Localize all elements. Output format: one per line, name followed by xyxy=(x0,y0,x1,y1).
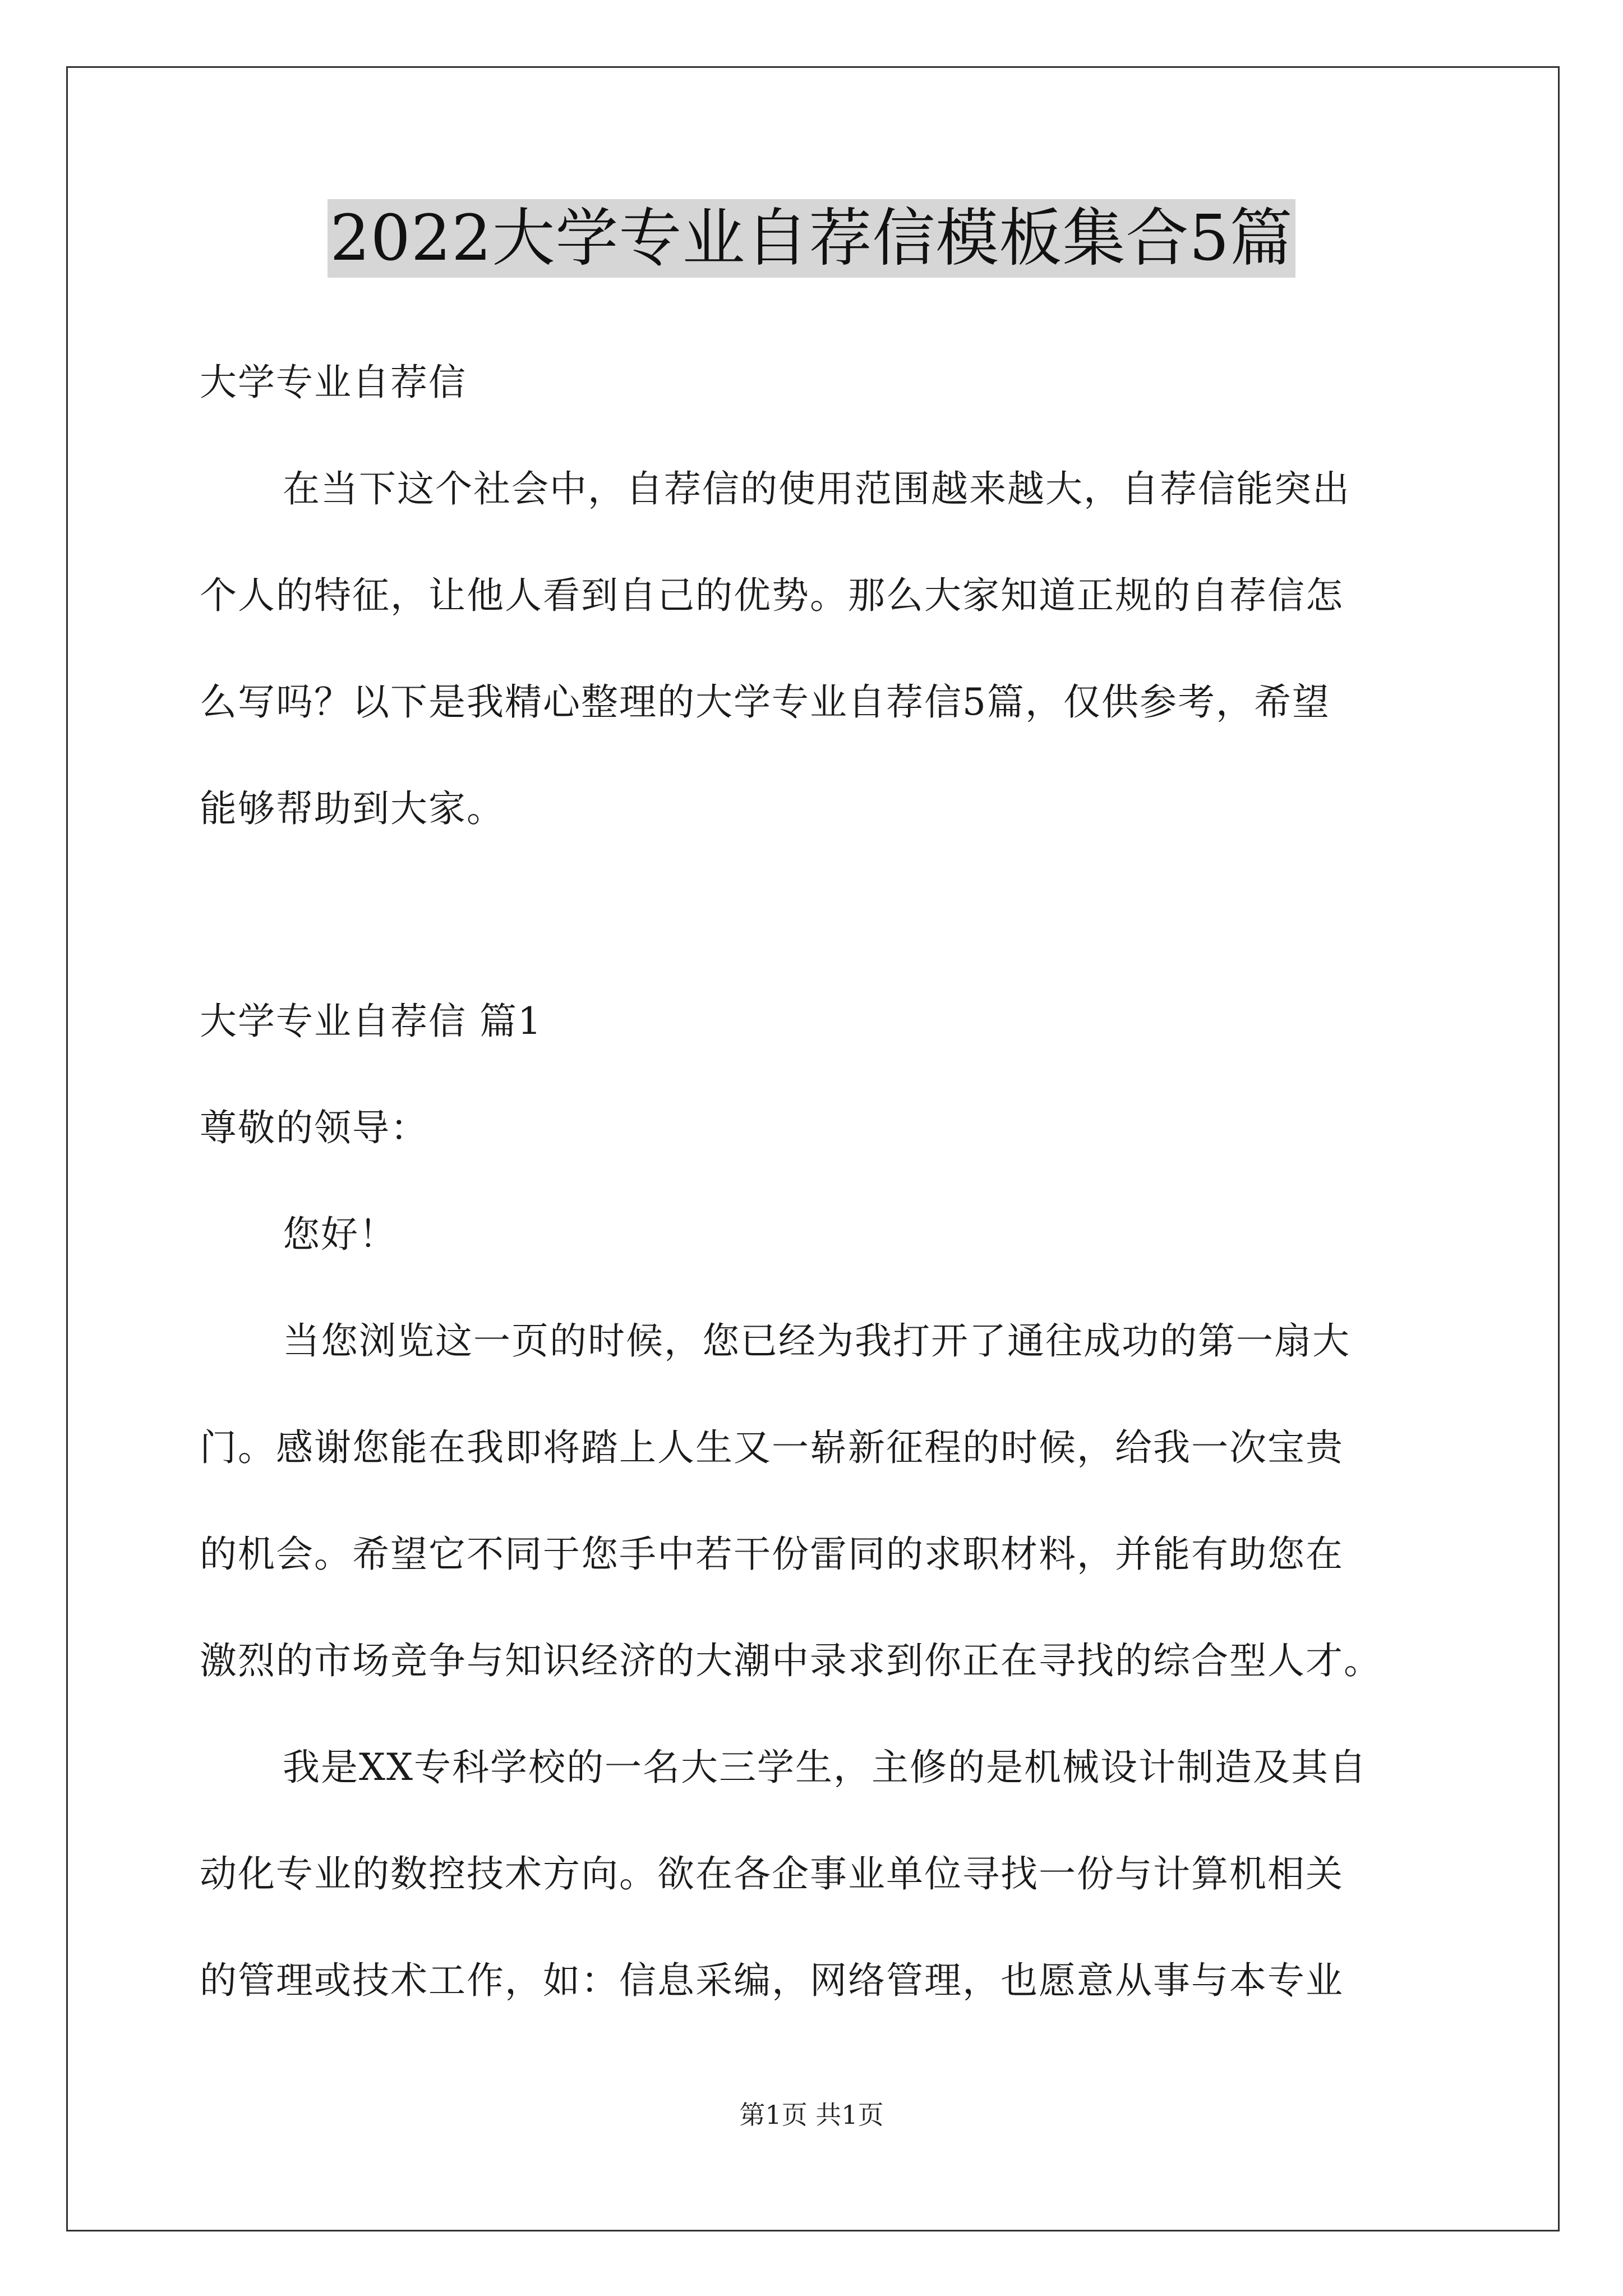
letter-paragraph-line: 当您浏览这一页的时候，您已经为我打开了通往成功的第一扇大 xyxy=(283,1319,1350,1363)
greeting: 您好！ xyxy=(283,1213,397,1256)
intro-paragraph-line: 个人的特征，让他人看到自己的优势。那么大家知道正规的自荐信怎 xyxy=(200,574,1344,617)
page-footer: 第1页 共1页 xyxy=(739,2100,884,2130)
letter-paragraph-line: 激烈的市场竞争与知识经济的大潮中录求到你正在寻找的综合型人才。 xyxy=(200,1639,1382,1682)
document-title: 2022大学专业自荐信模板集合5篇 xyxy=(328,199,1295,278)
intro-paragraph-line: 在当下这个社会中，自荐信的使用范围越来越大，自荐信能突出 xyxy=(283,467,1350,510)
letter-paragraph-line: 门。感谢您能在我即将踏上人生又一崭新征程的时候，给我一次宝贵 xyxy=(200,1426,1344,1469)
letter-paragraph-line: 的机会。希望它不同于您手中若干份雷同的求职材料，并能有助您在 xyxy=(200,1533,1344,1576)
intro-paragraph-line: 么写吗？以下是我精心整理的大学专业自荐信5篇，仅供参考，希望 xyxy=(200,680,1330,724)
intro-paragraph-line: 能够帮助到大家。 xyxy=(200,787,505,830)
title-container xyxy=(0,199,1623,278)
salutation: 尊敬的领导： xyxy=(200,1106,428,1149)
section-heading: 大学专业自荐信 xyxy=(200,361,467,404)
letter-heading: 大学专业自荐信 篇1 xyxy=(200,1000,542,1043)
letter-paragraph-line: 的管理或技术工作，如：信息采编，网络管理，也愿意从事与本专业 xyxy=(200,1959,1344,2002)
letter-paragraph-line: 动化专业的数控技术方向。欲在各企事业单位寻找一份与计算机相关 xyxy=(200,1852,1344,1895)
letter-paragraph-line: 我是XX专科学校的一名大三学生，主修的是机械设计制造及其自 xyxy=(283,1746,1367,1789)
